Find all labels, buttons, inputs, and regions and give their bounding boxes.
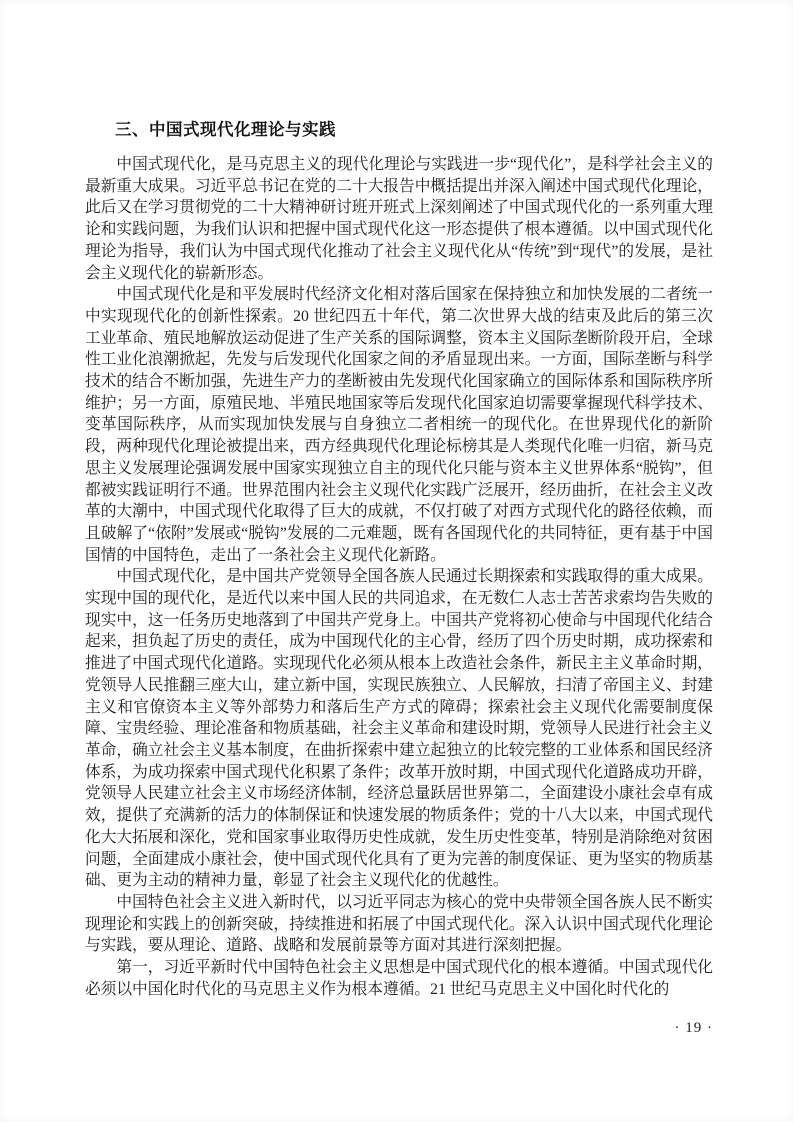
page-number: · 19 · (674, 1020, 713, 1036)
paragraph-3: 中国式现代化，是中国共产党领导全国各族人民通过长期探索和实践取得的重大成果。实现中国的现代化，是近代以来中国人民的共同追求，在无数仁人志士苦苦求索均告失败的现实中，这一任务历史地落到了中国共产党身上。中国共产党将初心使命与中国现代化结合起来，担负起了历史的责任，成为中国现代化的主心骨，经历了四个历史时期，成功探索和推进了中国式现代化道路。实现现代化必须从根本上改造社会条件，新民主主义革命时期，党领导人民推翻三座大山，建立新中国，实现民族独立、人民解放，扫清了帝国主义、封建主义和官僚资本主义等外部势力和落后生产方式的障碍；探索社会主义现代化需要制度保障、宝贵经验、理论准备和物质基础，社会主义革命和建设时期，党领导人民进行社会主义革命，确立社会主义基本制度，在曲折探索中建立起独立的比较完整的工业体系和国民经济体系，为成功探索中国式现代化积累了条件；改革开放时期，中国式现代化道路成功开辟，党领导人民建立社会主义市场经济体制，经济总量跃居世界第二，全面建设小康社会卓有成效，提供了充满新的活力的体制保证和快速发展的物质条件；党的十八大以来，中国式现代化大大拓展和深化，党和国家事业取得历史性成就，发生历史性变革，特别是消除绝对贫困问题，全面建成小康社会，使中国式现代化具有了更为完善的制度保证、更为坚实的物质基础、更为主动的精神力量，彰显了社会主义现代化的优越性。 (85, 568, 713, 890)
paragraph-5: 第一，习近平新时代中国特色社会主义思想是中国式现代化的根本遵循。中国式现代化必须以中国化时代化的马克思主义作为根本遵循。21 世纪马克思主义中国化时代化的 (85, 959, 713, 998)
paragraph-2: 中国式现代化是和平发展时代经济文化相对落后国家在保持独立和加快发展的二者统一中实现现代化的创新性探索。20 世纪四五十年代，第二次世界大战的结束及此后的第三次工业革命、殖民地解放运动促进了生产关系的国际调整，资本主义国际垄断阶段开启，全球性工业化浪潮掀起，先发与后发现代化国家之间的矛盾显现出来。一方面，国际垄断与科学技术的结合不断加强，先进生产力的垄断被由先发现代化国家确立的国际体系和国际秩序所维护；另一方面，原殖民地、半殖民地国家等后发现代化国家迫切需要掌握现代科学技术、变革国际秩序，从而实现加快发展与自身独立二者相统一的现代化。在世界现代化的新阶段，两种现代化理论被提出来，西方经典现代化理论标榜其是人类现代化唯一归宿，新马克思主义发展理论强调发展中国家实现独立自主的现代化只能与资本主义世界体系“脱钩”，但都被实践证明行不通。世界范围内社会主义现代化实践广泛展开，经历曲折，在社会主义改革的大潮中，中国式现代化取得了巨大的成就，不仅打破了对西方式现代化的路径依赖，而且破解了“依附”发展或“脱钩”发展的二元难题，既有各国现代化的共同特征，更有基于中国国情的中国特色，走出了一条社会主义现代化新路。 (85, 286, 713, 564)
section-heading: 三、中国式现代化理论与实践 (115, 121, 336, 139)
paragraph-1: 中国式现代化，是马克思主义的现代化理论与实践进一步“现代化”，是科学社会主义的最新重大成果。习近平总书记在党的二十大报告中概括提出并深入阐述中国式现代化理论，此后又在学习贯彻党的二十大精神研讨班开班式上深刻阐述了中国式现代化的一系列重大理论和实践问题，为我们认识和把握中国式现代化这一形态提供了根本遵循。以中国式现代化理论为指导，我们认为中国式现代化推动了社会主义现代化从“传统”到“现代”的发展，是社会主义现代化的崭新形态。 (85, 156, 713, 282)
page-content (85, 120, 713, 1000)
paragraph-4: 中国特色社会主义进入新时代，以习近平同志为核心的党中央带领全国各族人民不断实现理论和实践上的创新突破，持续推进和拓展了中国式现代化。深入认识中国式现代化理论与实践，要从理论、道路、战略和发展前景等方面对其进行深刻把握。 (85, 893, 713, 955)
